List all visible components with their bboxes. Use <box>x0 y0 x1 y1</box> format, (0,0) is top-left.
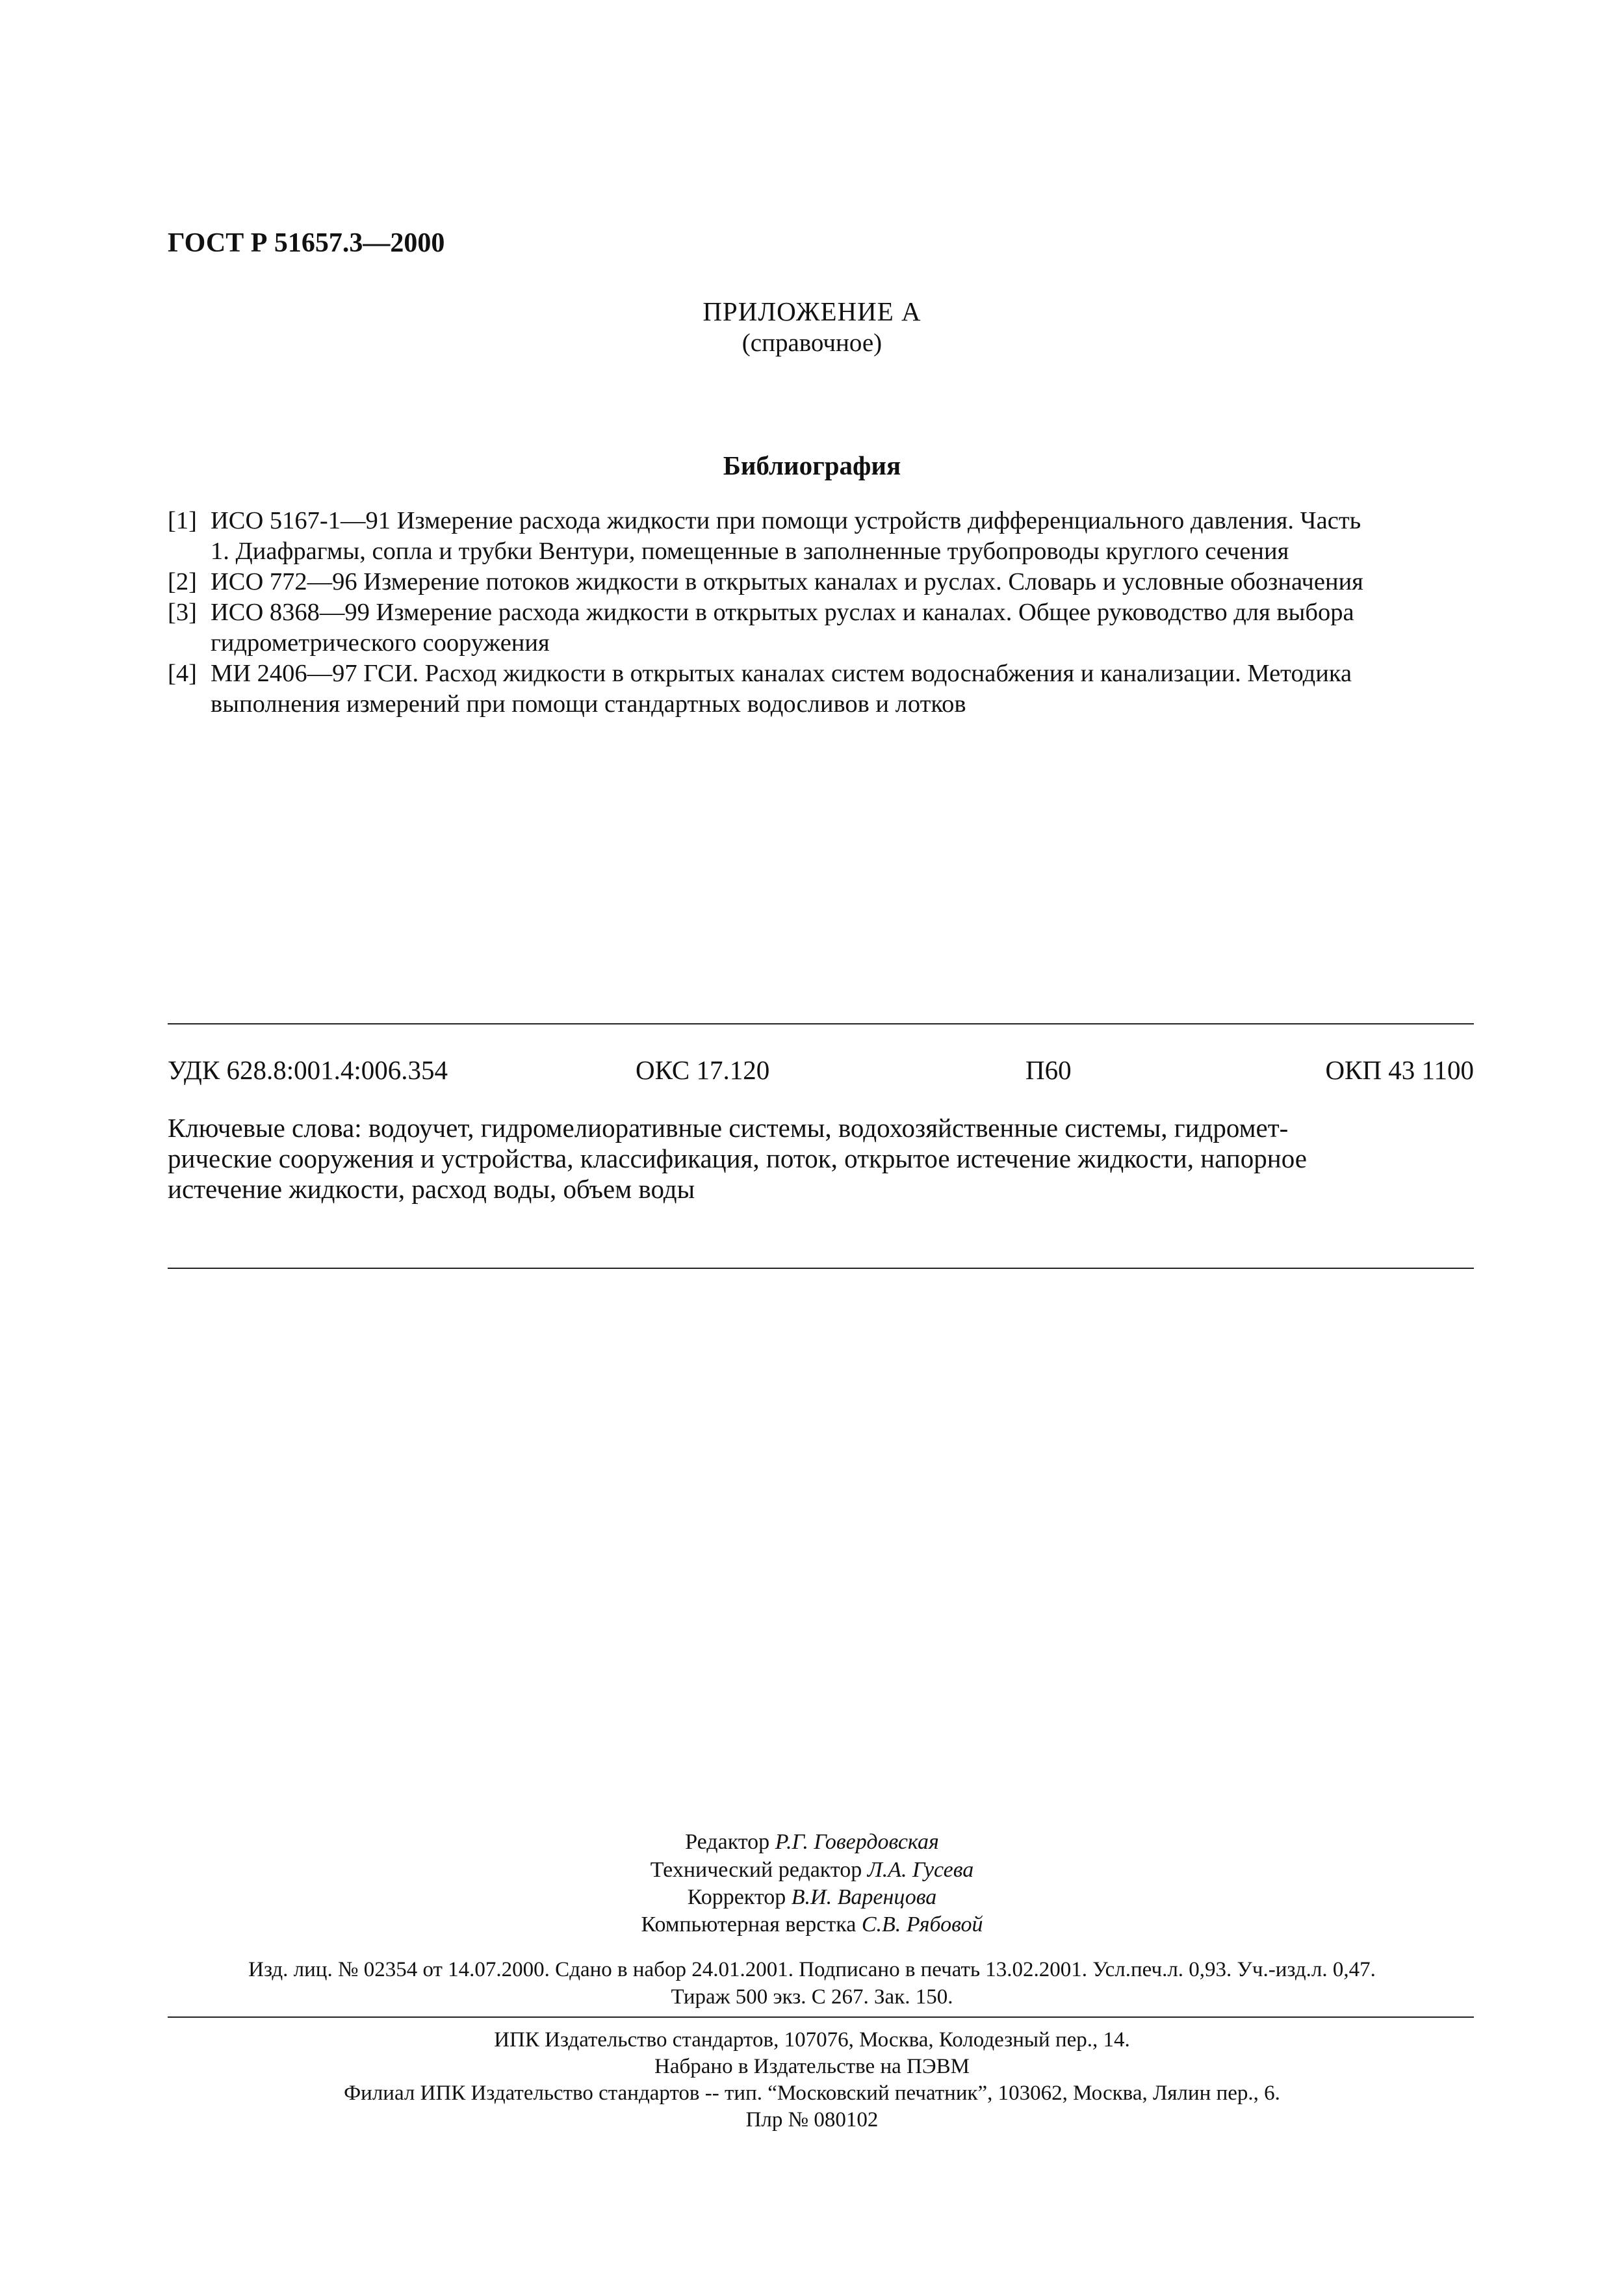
entry-number: [3] <box>168 599 197 626</box>
credit-name: Л.А. Гусева <box>867 1858 974 1882</box>
credit-corrector <box>0 1885 1624 1910</box>
udk-code: УДК 628.8:001.4:006.354 <box>168 1055 448 1085</box>
keywords-line: рические сооружения и устройства, классификация, поток, открытое истечение жидкости, напорное <box>168 1143 1307 1173</box>
divider <box>168 2016 1474 2018</box>
p-code: П60 <box>1025 1055 1072 1085</box>
credit-name: С.В. Рябовой <box>861 1912 983 1937</box>
credit-layout <box>0 1912 1624 1937</box>
credit-role: Редактор <box>685 1830 770 1854</box>
keywords <box>168 1113 1474 1205</box>
keywords-line: истечение жидкости, расход воды, объем воды <box>168 1174 695 1204</box>
credit-tech-editor <box>0 1858 1624 1883</box>
entry-text: ИСО 772—96 Измерение потоков жидкости в открытых каналах и руслах. Словарь и условные обозначения <box>211 568 1363 595</box>
divider <box>168 1268 1474 1269</box>
imprint-line: Изд. лиц. № 02354 от 14.07.2000. Сдано в набор 24.01.2001. Подписано в печать 13.02.2001. Усл.печ.л. 0,93. Уч.-изд.л. 0,47. <box>248 1958 1376 1981</box>
keywords-line: Ключевые слова: водоучет, гидромелиоративные системы, водохозяйственные системы, гидромет- <box>168 1113 1289 1143</box>
entry-text-continued: выполнения измерений при помощи стандартных водосливов и лотков <box>211 690 966 718</box>
entry-text-continued: 1. Диафрагмы, сопла и трубки Вентури, помещенные в заполненные трубопроводы круглого сечения <box>211 538 1289 565</box>
imprint-line: Тираж 500 экз. С 267. Зак. 150. <box>671 1985 953 2009</box>
document-code: ГОСТ Р 51657.3—2000 <box>168 228 445 258</box>
publisher-line: Филиал ИПК Издательство стандартов -- тип. “Московский печатник”, 103062, Москва, Лялин пер., 6. <box>344 2081 1280 2105</box>
credit-role: Компьютерная верстка <box>641 1912 857 1937</box>
entry-text: ИСО 8368—99 Измерение расхода жидкости в открытых руслах и каналах. Общее руководство для выбора <box>211 599 1354 626</box>
entry-number: [2] <box>168 568 197 595</box>
publisher-line: ИПК Издательство стандартов, 107076, Москва, Колодезный пер., 14. <box>494 2028 1130 2052</box>
entry-number: [1] <box>168 507 197 534</box>
credit-role: Корректор <box>687 1885 786 1909</box>
credit-name: В.И. Варенцова <box>791 1885 937 1909</box>
oks-code: ОКС 17.120 <box>636 1055 770 1085</box>
credit-editor <box>0 1830 1624 1855</box>
okp-code: ОКП 43 1100 <box>1325 1055 1474 1085</box>
credit-name: Р.Г. Говердовская <box>775 1830 939 1854</box>
entry-text: ИСО 5167-1—91 Измерение расхода жидкости при помощи устройств дифференциального давления. Часть <box>211 507 1361 534</box>
publisher-line: Набрано в Издательстве на ПЭВМ <box>654 2055 970 2078</box>
appendix-title: ПРИЛОЖЕНИЕ А <box>702 296 922 326</box>
publisher-line: Плр № 080102 <box>745 2108 879 2132</box>
appendix-subtitle: (справочное) <box>741 329 883 357</box>
credit-role: Технический редактор <box>650 1858 862 1882</box>
entry-number: [4] <box>168 660 197 687</box>
entry-text: МИ 2406—97 ГСИ. Расход жидкости в открытых каналах систем водоснабжения и канализации. Методика <box>211 660 1352 687</box>
divider <box>168 1023 1474 1024</box>
bibliography-heading: Библиография <box>723 450 901 480</box>
entry-text-continued: гидрометрического сооружения <box>211 629 550 657</box>
